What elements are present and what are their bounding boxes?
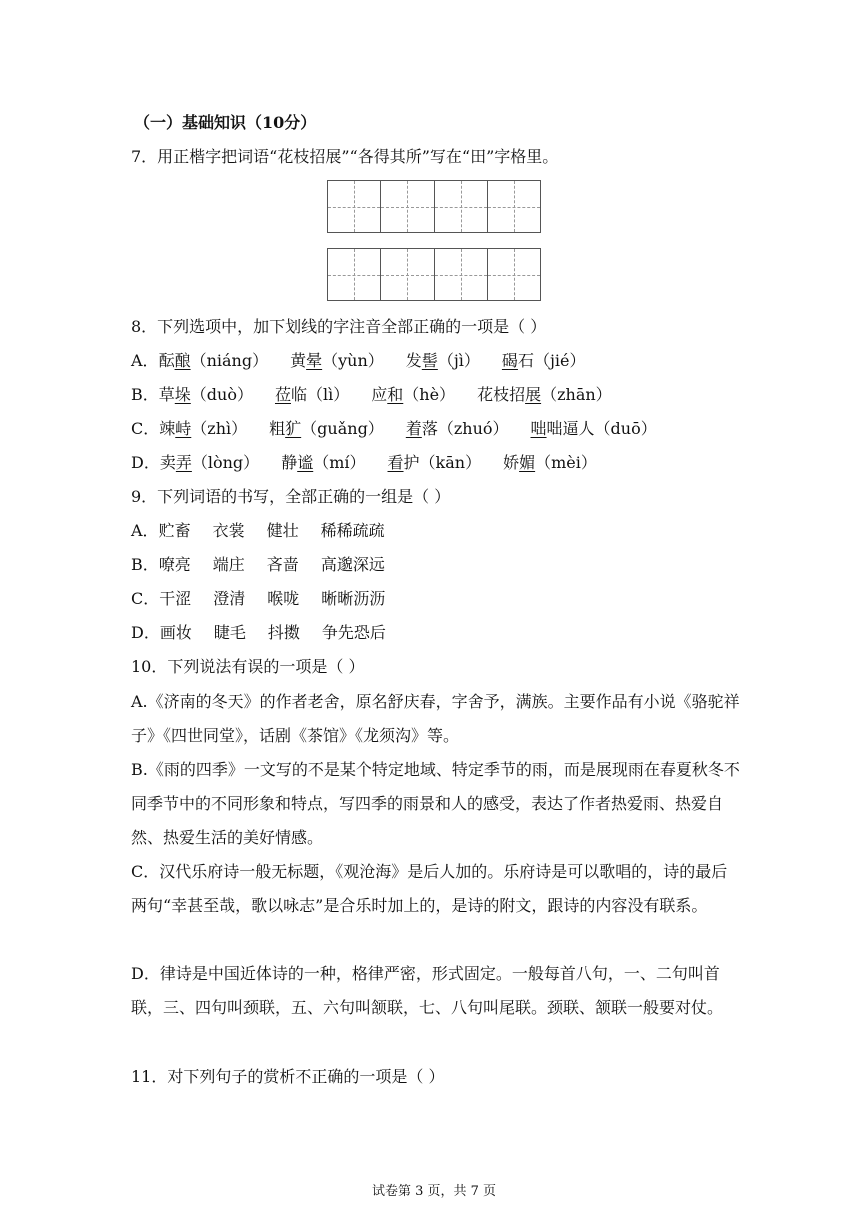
option-word: 莅临（lì） [274,385,350,404]
tian-grid-cell[interactable] [488,181,540,232]
option-label: C． [131,419,160,438]
option-word: 干涩 [159,589,192,608]
option-label: D． [131,623,160,642]
option-label: A． [131,521,159,540]
option-word: 发髻（jì） [405,351,480,370]
option-word: 衣裳 [212,521,245,540]
tian-grid-row-2[interactable] [327,248,541,301]
question-8-option [131,453,597,473]
tian-grid-cell[interactable] [435,181,488,232]
option-word: 酝酿（niáng） [158,351,269,370]
option-word: 高邈深远 [320,555,385,574]
option-word: 稀稀疏疏 [320,521,385,540]
tian-grid-cell[interactable] [488,249,540,300]
section-title: （一）基础知识（10分） [134,113,317,132]
option-word: 竦峙（zhì） [159,419,248,438]
tian-grid-cell[interactable] [381,249,434,300]
option-word: 着落（zhuó） [405,419,509,438]
question-9-option [131,555,385,575]
question-10-stem: 10．下列说法有误的一项是（ ） [131,657,365,676]
question-9-option [131,623,386,643]
tian-grid-cell[interactable] [435,249,488,300]
option-word: 端庄 [212,555,245,574]
question-7-text: 7．用正楷字把词语“花枝招展”“各得其所”写在“田”字格里。 [131,147,559,166]
option-word: 喉咙 [267,589,300,608]
question-8-option [131,385,612,405]
tian-grid-row-1[interactable] [327,180,541,233]
option-word: 花枝招展（zhān） [477,385,612,404]
question-10-option-c: C．汉代乐府诗一般无标题，《观沧海》是后人加的。乐府诗是可以歌唱的，诗的最后两句“幸甚至哉，歌以咏志”是合乐时加上的，是诗的附文，跟诗的内容没有联系。 [131,862,728,915]
question-8-stem: 8．下列选项中，加下划线的字注音全部正确的一项是（ ） [131,317,547,336]
option-word: 娇媚（mèi） [503,453,597,472]
question-9-stem: 9．下列词语的书写，全部正确的一组是（ ） [131,487,451,506]
option-word: 健壮 [266,521,299,540]
question-10-option-a: A.《济南的冬天》的作者老舍，原名舒庆春，字舍予，满族。主要作品有小说《骆驼祥子》《四世同堂》，话剧《茶馆》《龙须沟》等。 [131,692,740,745]
question-10-option-b: B.《雨的四季》一文写的不是某个特定地域、特定季节的雨，而是展现雨在春夏秋冬不同季节中的不同形象和特点，写四季的雨景和人的感受，表达了作者热爱雨、热爱自然、热爱生活的美好情感。 [131,760,740,847]
option-word: 抖擞 [267,623,300,642]
option-word: 看护（kān） [387,453,482,472]
option-word: 嘹亮 [158,555,191,574]
option-label: A． [131,351,159,370]
option-word: 草垛（duò） [158,385,253,404]
option-word: 晰晰沥沥 [321,589,386,608]
question-8-option [131,419,657,439]
option-word: 贮畜 [158,521,191,540]
option-word: 粗犷（guǎng） [269,419,384,438]
page-footer: 试卷第 3 页，共 7 页 [371,1184,497,1199]
option-word: 澄清 [213,589,246,608]
tian-grid-cell[interactable] [381,181,434,232]
option-label: C． [131,589,160,608]
option-word: 睫毛 [213,623,246,642]
option-word: 争先恐后 [321,623,386,642]
tian-grid-cell[interactable] [328,249,381,300]
option-word: 应和（hè） [371,385,456,404]
option-label: B． [131,385,159,404]
option-word: 碣石（jié） [501,351,586,370]
option-label: D． [131,453,160,472]
option-word: 卖弄（lòng） [159,453,260,472]
question-8-option [131,351,586,371]
tian-grid-cell[interactable] [328,181,381,232]
question-11-stem: 11．对下列句子的赏析不正确的一项是（ ） [131,1067,445,1086]
option-word: 静谧（mí） [281,453,366,472]
option-word: 咄咄逼人（duō） [530,419,657,438]
option-label: B． [131,555,159,574]
option-word: 黄晕（yùn） [290,351,384,370]
option-word: 画妆 [159,623,192,642]
question-10-option-d: D．律诗是中国近体诗的一种，格律严密，形式固定。一般每首八句，一、二句叫首联，三、四句叫颈联，五、六句叫颔联，七、八句叫尾联。颈联、颔联一般要对仗。 [131,964,724,1017]
option-word: 吝啬 [266,555,299,574]
question-9-option [131,589,385,609]
question-9-option [131,521,385,541]
